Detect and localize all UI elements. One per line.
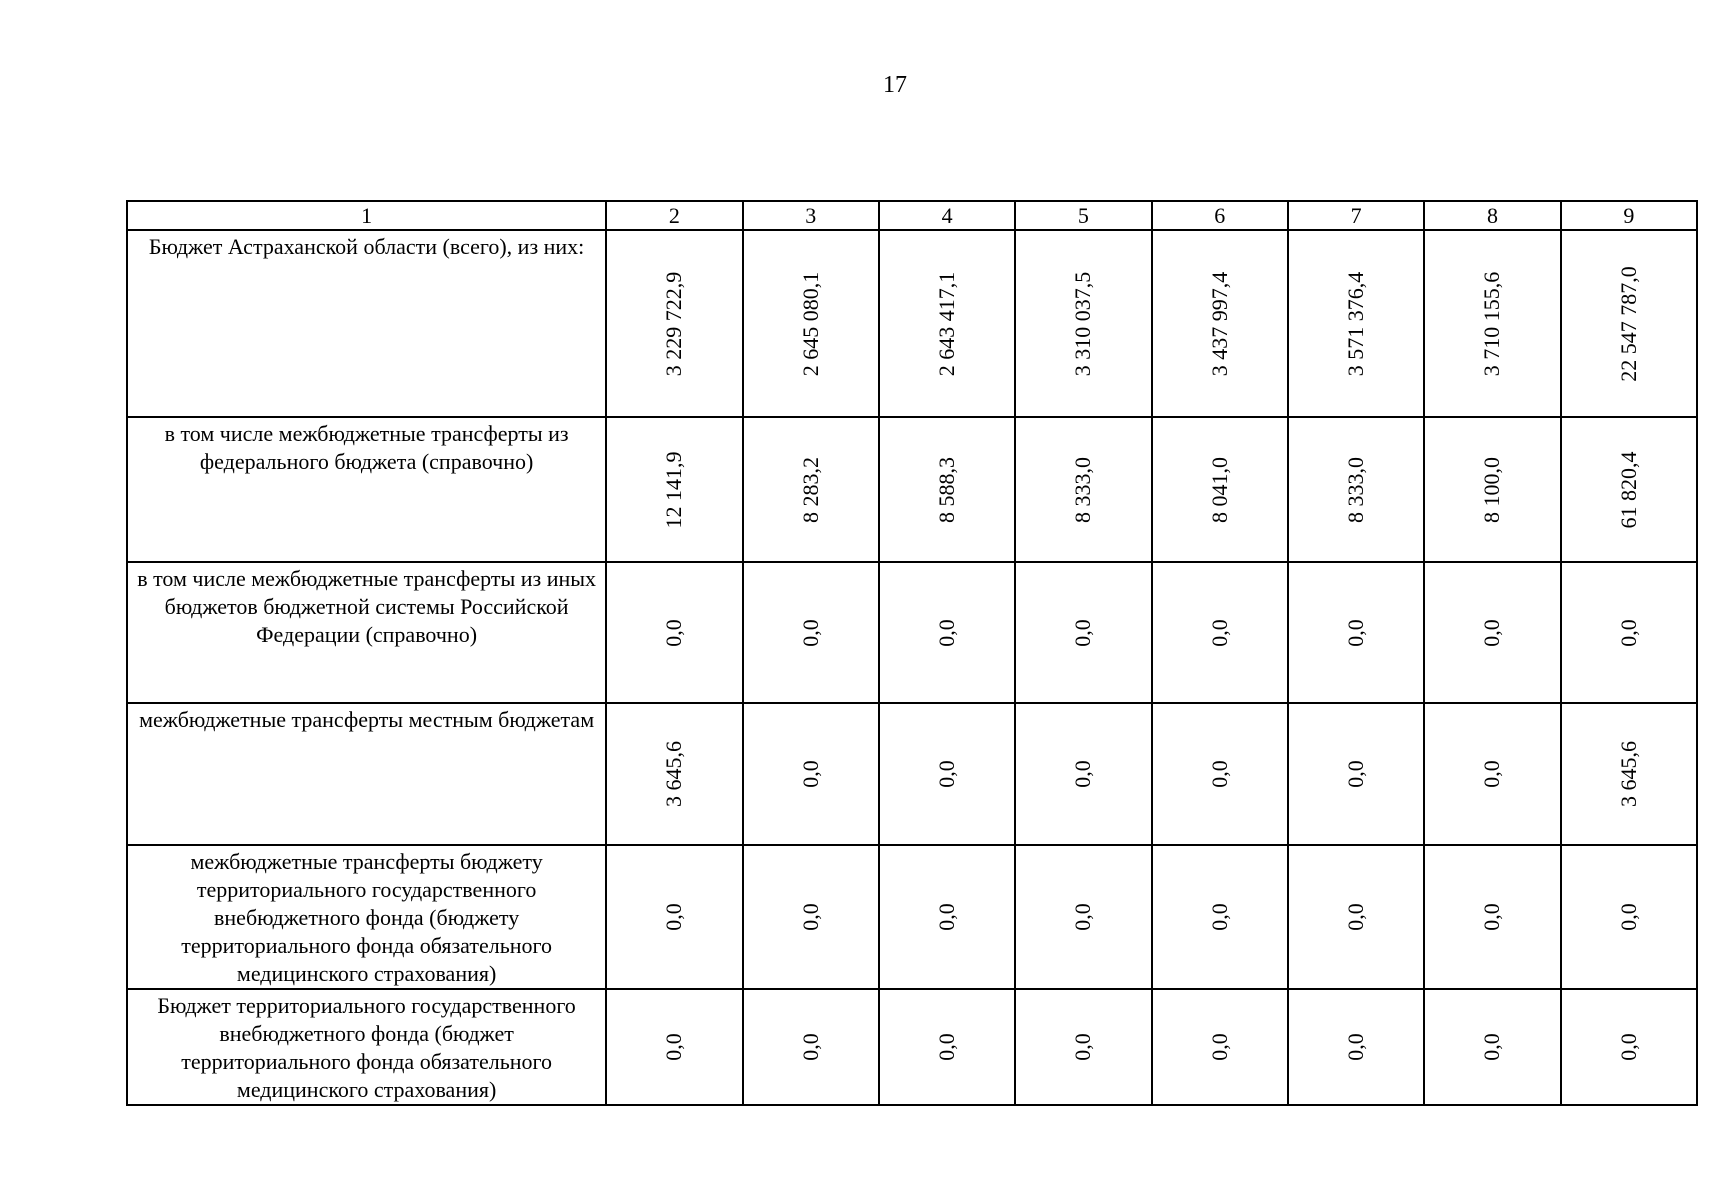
value-cell	[879, 562, 1015, 703]
value-cell	[1424, 703, 1560, 845]
value-cell	[1424, 845, 1560, 989]
column-number-header: 8	[1424, 201, 1560, 230]
cell-value: 0,0	[797, 760, 823, 788]
cell-value: 8 588,3	[934, 456, 960, 523]
value-cell	[1424, 417, 1560, 562]
value-cell	[606, 703, 742, 845]
cell-value: 12 141,9	[661, 451, 687, 528]
row-label: в том числе межбюджетные трансферты из иных бюджетов бюджетной системы Российской Федерации (справочно)	[127, 562, 606, 703]
value-cell	[1015, 989, 1151, 1105]
column-number-header: 2	[606, 201, 742, 230]
cell-value: 8 041,0	[1206, 456, 1232, 523]
value-cell	[743, 417, 879, 562]
value-cell	[606, 417, 742, 562]
cell-value: 22 547 787,0	[1615, 265, 1641, 382]
table-row	[127, 417, 1697, 562]
value-cell	[1152, 845, 1288, 989]
value-cell	[879, 417, 1015, 562]
value-cell	[1152, 417, 1288, 562]
cell-value: 0,0	[661, 618, 687, 647]
cell-value: 0,0	[1479, 903, 1505, 931]
cell-value: 3 645,6	[1615, 741, 1641, 807]
value-cell	[1152, 703, 1288, 845]
value-cell	[1288, 989, 1424, 1105]
table-body	[127, 230, 1697, 1105]
value-cell	[879, 230, 1015, 417]
cell-value: 0,0	[797, 618, 823, 647]
cell-value: 0,0	[1479, 760, 1505, 788]
column-number-header: 1	[127, 201, 606, 230]
value-cell	[1424, 562, 1560, 703]
value-cell	[606, 845, 742, 989]
cell-value: 0,0	[934, 618, 960, 647]
value-cell	[1015, 230, 1151, 417]
cell-value: 3 229 722,9	[661, 271, 687, 376]
value-cell	[1424, 230, 1560, 417]
value-cell	[879, 845, 1015, 989]
row-label: межбюджетные трансферты местным бюджетам	[127, 703, 606, 845]
cell-value: 0,0	[1070, 903, 1096, 931]
table-row	[127, 230, 1697, 417]
row-label: в том числе межбюджетные трансферты из федерального бюджета (справочно)	[127, 417, 606, 562]
value-cell	[1152, 989, 1288, 1105]
cell-value: 0,0	[661, 1033, 687, 1061]
value-cell	[606, 562, 742, 703]
cell-value: 0,0	[661, 903, 687, 931]
value-cell	[879, 989, 1015, 1105]
value-cell	[606, 989, 742, 1105]
value-cell	[743, 562, 879, 703]
cell-value: 8 333,0	[1343, 456, 1369, 523]
table-row	[127, 989, 1697, 1105]
cell-value: 3 645,6	[661, 741, 687, 807]
row-label: межбюджетные трансферты бюджету территориального государственного внебюджетного фонда (бюджету территориального фонда обязательного медицинского страхования)	[127, 845, 606, 989]
cell-value: 0,0	[1070, 1033, 1096, 1061]
cell-value: 0,0	[1206, 903, 1232, 931]
value-cell	[1561, 230, 1697, 417]
cell-value: 61 820,4	[1615, 451, 1641, 528]
value-cell	[743, 989, 879, 1105]
cell-value: 3 710 155,6	[1479, 271, 1505, 376]
table-row	[127, 562, 1697, 703]
cell-value: 0,0	[1615, 903, 1641, 931]
cell-value: 0,0	[1343, 903, 1369, 931]
cell-value: 0,0	[1343, 1033, 1369, 1061]
cell-value: 8 283,2	[797, 456, 823, 523]
cell-value: 0,0	[1615, 1033, 1641, 1061]
cell-value: 0,0	[1206, 618, 1232, 647]
cell-value: 0,0	[1479, 1033, 1505, 1061]
budget-table	[126, 200, 1698, 1106]
row-label: Бюджет Астраханской области (всего), из них:	[127, 230, 606, 417]
cell-value: 2 643 417,1	[934, 271, 960, 376]
cell-value: 0,0	[1206, 760, 1232, 788]
value-cell	[1561, 562, 1697, 703]
cell-value: 0,0	[797, 903, 823, 931]
page-number: 17	[883, 72, 907, 98]
value-cell	[743, 703, 879, 845]
value-cell	[743, 230, 879, 417]
column-number-header: 5	[1015, 201, 1151, 230]
cell-value: 0,0	[1343, 760, 1369, 788]
value-cell	[1561, 417, 1697, 562]
cell-value: 2 645 080,1	[797, 271, 823, 376]
value-cell	[1561, 703, 1697, 845]
cell-value: 0,0	[1070, 618, 1096, 647]
value-cell	[1288, 562, 1424, 703]
value-cell	[1015, 417, 1151, 562]
cell-value: 0,0	[934, 760, 960, 788]
column-number-header: 4	[879, 201, 1015, 230]
table-row	[127, 703, 1697, 845]
cell-value: 3 571 376,4	[1343, 271, 1369, 376]
column-number-header: 6	[1152, 201, 1288, 230]
value-cell	[879, 703, 1015, 845]
cell-value: 0,0	[1343, 618, 1369, 647]
value-cell	[606, 230, 742, 417]
value-cell	[1152, 230, 1288, 417]
cell-value: 3 310 037,5	[1070, 271, 1096, 376]
value-cell	[1288, 703, 1424, 845]
cell-value: 8 333,0	[1070, 456, 1096, 523]
cell-value: 0,0	[1479, 618, 1505, 647]
value-cell	[1152, 562, 1288, 703]
cell-value: 8 100,0	[1479, 456, 1505, 523]
value-cell	[1288, 417, 1424, 562]
cell-value: 0,0	[1615, 618, 1641, 647]
cell-value: 0,0	[934, 1033, 960, 1061]
cell-value: 3 437 997,4	[1206, 271, 1232, 376]
header-row	[127, 201, 1697, 230]
table-header	[127, 201, 1697, 230]
value-cell	[1015, 845, 1151, 989]
value-cell	[1288, 230, 1424, 417]
cell-value: 0,0	[1070, 760, 1096, 788]
row-label: Бюджет территориального государственного внебюджетного фонда (бюджет территориального фонда обязательного медицинского страхования)	[127, 989, 606, 1105]
column-number-header: 7	[1288, 201, 1424, 230]
cell-value: 0,0	[797, 1033, 823, 1061]
cell-value: 0,0	[1206, 1033, 1232, 1061]
value-cell	[743, 845, 879, 989]
value-cell	[1015, 703, 1151, 845]
column-number-header: 9	[1561, 201, 1697, 230]
value-cell	[1288, 845, 1424, 989]
value-cell	[1561, 989, 1697, 1105]
table-row	[127, 845, 1697, 989]
cell-value: 0,0	[934, 903, 960, 931]
column-number-header: 3	[743, 201, 879, 230]
value-cell	[1561, 845, 1697, 989]
value-cell	[1015, 562, 1151, 703]
value-cell	[1424, 989, 1560, 1105]
